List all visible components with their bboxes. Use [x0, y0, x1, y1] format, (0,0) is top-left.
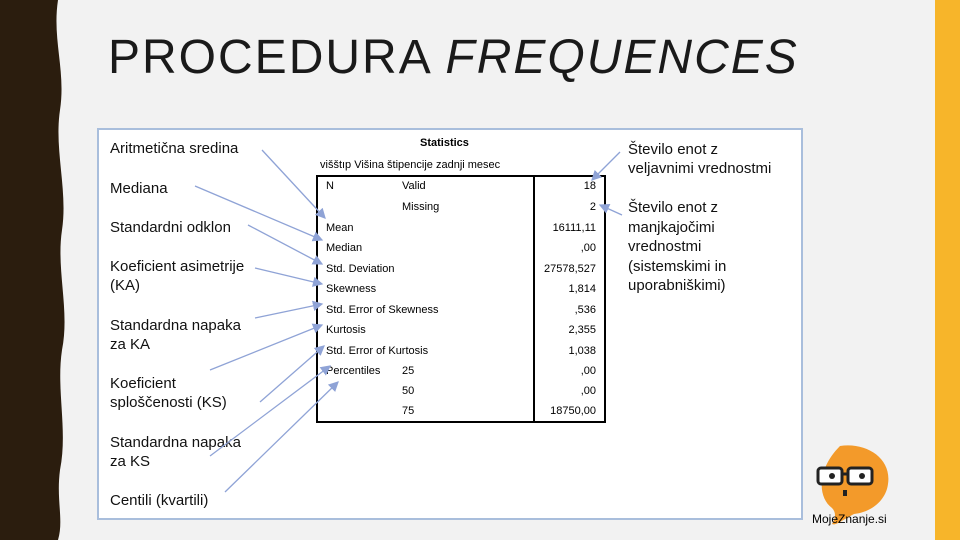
row-label: Skewness [326, 283, 377, 295]
label-missing-count-2: manjkajočimi [628, 219, 715, 236]
row-value: ,00 [580, 385, 596, 397]
row-label: Std. Error of Kurtosis [326, 345, 429, 357]
arrow-std-dev [248, 225, 322, 264]
label-valid-count-2: veljavnimi vrednostmi [628, 160, 772, 177]
row-label: Mean [326, 222, 354, 234]
label-se-kurtosis-2: za KS [110, 453, 151, 470]
row-value: ,536 [574, 304, 596, 316]
arrow-centili [225, 382, 338, 492]
row-value: 2,355 [568, 324, 596, 336]
row-label: N [326, 180, 334, 192]
arrow-skewness [255, 268, 322, 284]
row-label: Median [326, 242, 363, 254]
title-main: PROCEDURA [108, 31, 431, 84]
row-sub: 75 [402, 405, 415, 417]
row-sub: Valid [402, 180, 426, 192]
row-value: 27578,527 [544, 263, 596, 275]
row-label: Std. Error of Skewness [326, 304, 439, 316]
row-value: ,00 [580, 365, 596, 377]
row-value: 1,038 [568, 345, 596, 357]
label-std-dev: Standardni odklon [110, 219, 231, 236]
label-se-kurtosis: Standardna napaka [110, 434, 241, 451]
row-label: Std. Deviation [326, 263, 395, 275]
title-italic: FREQUENCES [445, 31, 799, 84]
arrow-valid [592, 152, 620, 180]
row-label: Kurtosis [326, 324, 366, 336]
arrow-percentiles [210, 366, 330, 456]
row-sub: Missing [402, 201, 440, 213]
label-skewness-abbr: (KA) [110, 277, 140, 294]
label-missing-count-3: vrednostmi [628, 238, 702, 255]
label-missing-count-5: uporabniškimi) [628, 277, 726, 294]
stats-title: Statistics [420, 137, 469, 149]
row-value: 18750,00 [550, 405, 596, 417]
arrow-se-kurtosis [260, 346, 324, 402]
row-label: Percentiles [326, 365, 381, 377]
label-kurtosis-2: sploščenosti (KS) [110, 394, 227, 411]
label-missing-count: Število enot z [628, 199, 719, 216]
row-value: 16111,11 [552, 222, 596, 234]
row-value: 18 [583, 180, 596, 192]
label-valid-count: Število enot z [628, 141, 719, 158]
row-value: 1,814 [568, 283, 596, 295]
label-se-skewness: Standardna napaka [110, 317, 241, 334]
label-percentiles: Centili (kvartili) [110, 492, 209, 509]
row-value: 2 [589, 201, 596, 213]
row-sub: 50 [402, 385, 415, 397]
label-mean: Aritmetična sredina [110, 140, 239, 157]
label-median: Mediana [110, 180, 168, 197]
label-kurtosis: Koeficient [110, 375, 176, 392]
arrow-se-skewness [255, 304, 322, 318]
arrow-mean [262, 150, 325, 218]
label-missing-count-4: (sistemskimi in [628, 258, 727, 275]
logo-text: MojeZnanje.si [812, 512, 887, 526]
arrow-missing [600, 205, 622, 215]
row-sub: 25 [402, 365, 415, 377]
label-se-skewness-2: za KA [110, 336, 151, 353]
stats-subtitle: višštıp Višina štipencije zadnji mesec [320, 159, 501, 171]
row-value: ,00 [580, 242, 596, 254]
label-skewness: Koeficient asimetrije [110, 258, 245, 275]
